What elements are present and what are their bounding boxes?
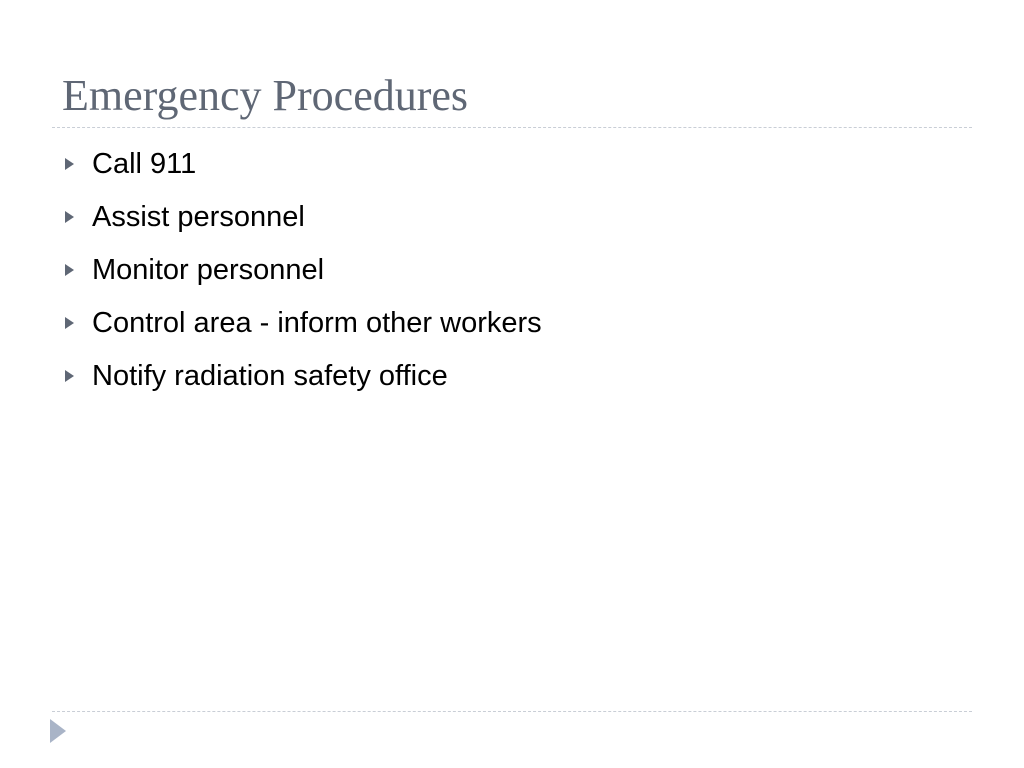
bullet-text: Notify radiation safety office xyxy=(92,360,448,392)
bullet-text: Control area - inform other workers xyxy=(92,307,542,339)
list-item xyxy=(60,247,542,300)
list-item xyxy=(60,300,542,353)
bullet-text: Monitor personnel xyxy=(92,254,325,286)
triangle-bullet-icon xyxy=(60,300,92,346)
bullet-text: Call 911 xyxy=(92,148,197,180)
bullet-list xyxy=(60,141,542,406)
list-item xyxy=(60,141,542,194)
footer-divider xyxy=(52,711,972,712)
bullet-text: Assist personnel xyxy=(92,201,305,233)
triangle-bullet-icon xyxy=(60,247,92,293)
slide-title: Emergency Procedures xyxy=(62,71,469,120)
triangle-bullet-icon xyxy=(60,194,92,240)
list-item xyxy=(60,194,542,247)
list-item xyxy=(60,353,542,406)
triangle-bullet-icon xyxy=(60,353,92,399)
title-divider xyxy=(52,127,972,128)
triangle-bullet-icon xyxy=(60,141,92,187)
play-triangle-icon xyxy=(50,719,66,748)
